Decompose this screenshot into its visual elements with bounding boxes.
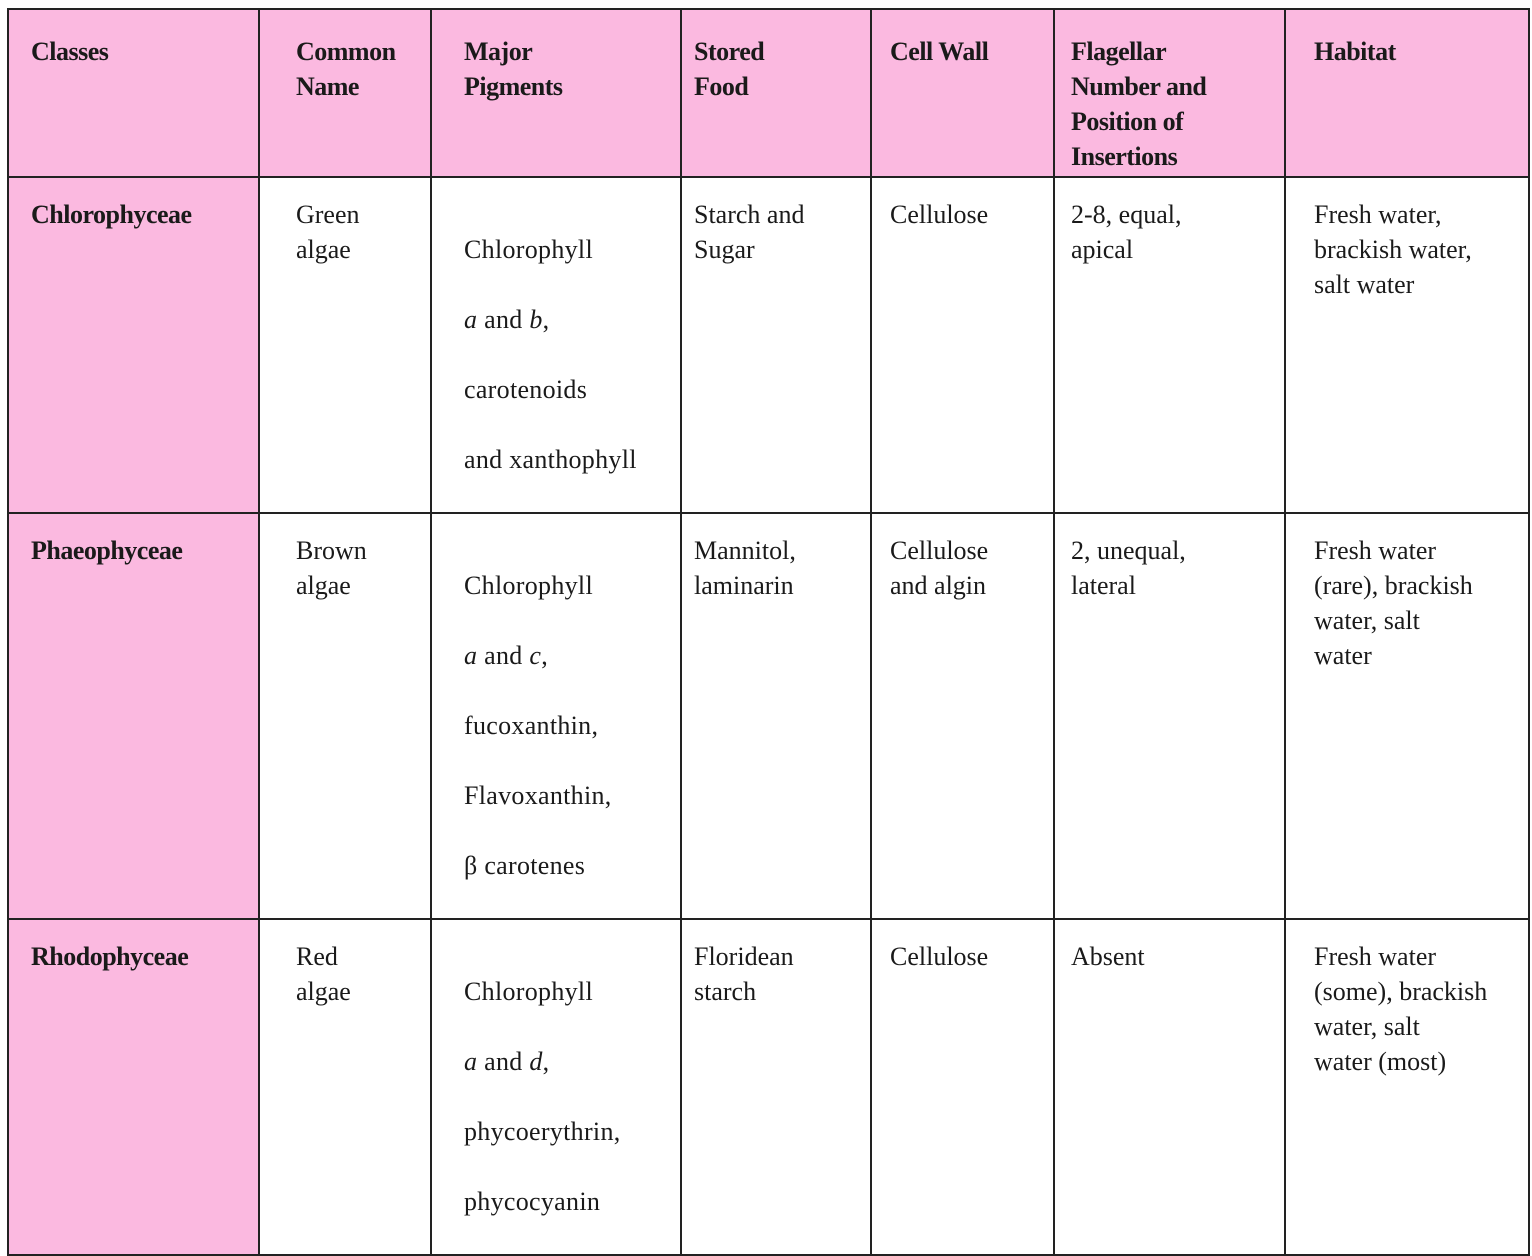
table-row <box>8 177 1529 513</box>
stored-food-cell: Floridean starch <box>681 919 871 1255</box>
pigments-cell: Chlorophyll a and d, phycoerythrin, phycocyanin <box>431 919 681 1255</box>
pigment-letter: a <box>464 305 478 334</box>
header-cell-wall: Cell Wall <box>871 9 1054 177</box>
common-name-cell: Green algae <box>259 177 431 513</box>
stored-food-cell: Mannitol, laminarin <box>681 513 871 919</box>
cell-wall-cell: Cellulose <box>871 919 1054 1255</box>
habitat-cell: Fresh water (rare), brackish water, salt water <box>1285 513 1529 919</box>
common-name-cell: Brown algae <box>259 513 431 919</box>
header-classes: Classes <box>8 9 259 177</box>
class-cell: Chlorophyceae <box>8 177 259 513</box>
class-cell: Rhodophyceae <box>8 919 259 1255</box>
pigment-letter: c <box>529 641 542 670</box>
table-row <box>8 513 1529 919</box>
flagella-cell: 2, unequal, lateral <box>1054 513 1285 919</box>
common-name-cell: Red algae <box>259 919 431 1255</box>
habitat-cell: Fresh water, brackish water, salt water <box>1285 177 1529 513</box>
header-major-pigments: Major Pigments <box>431 9 681 177</box>
pigment-letter: a <box>464 1047 478 1076</box>
header-common-name: Common Name <box>259 9 431 177</box>
flagella-cell: Absent <box>1054 919 1285 1255</box>
table-header-row <box>8 9 1529 177</box>
cell-wall-cell: Cellulose <box>871 177 1054 513</box>
class-cell: Phaeophyceae <box>8 513 259 919</box>
table-row <box>8 919 1529 1255</box>
top-edge <box>0 0 1532 3</box>
cell-wall-cell: Cellulose and algin <box>871 513 1054 919</box>
pigments-cell: Chlorophyll a and c, fucoxanthin, Flavoxanthin, β carotenes <box>431 513 681 919</box>
pigment-letter: a <box>464 641 478 670</box>
flagella-cell: 2-8, equal, apical <box>1054 177 1285 513</box>
pigment-letter: b <box>529 305 543 334</box>
habitat-cell: Fresh water (some), brackish water, salt water (most) <box>1285 919 1529 1255</box>
header-flagellar: Flagellar Number and Position of Insertions <box>1054 9 1285 177</box>
algae-classes-table <box>7 8 1530 1256</box>
stored-food-cell: Starch and Sugar <box>681 177 871 513</box>
header-habitat: Habitat <box>1285 9 1529 177</box>
header-stored-food: Stored Food <box>681 9 871 177</box>
pigment-letter: d <box>529 1047 543 1076</box>
pigments-cell: Chlorophyll a and b, carotenoids and xanthophyll <box>431 177 681 513</box>
